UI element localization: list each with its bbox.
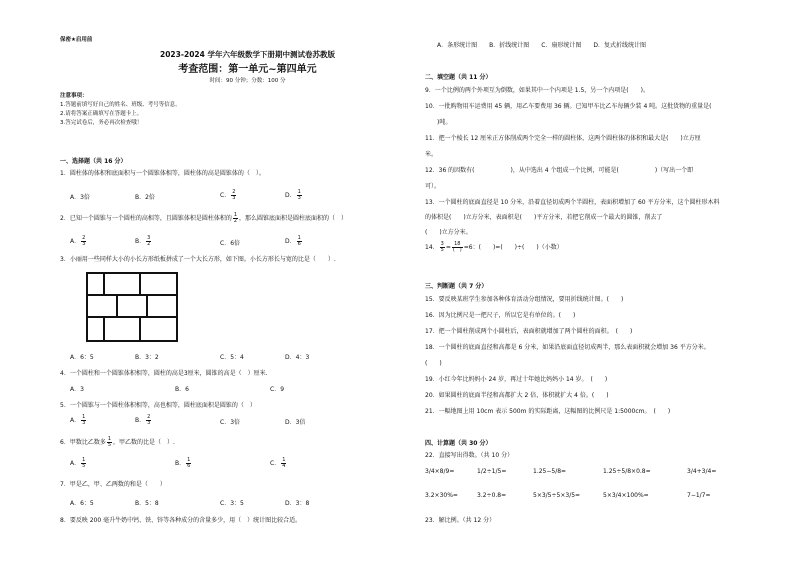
q11-text: 11．把一个棱长 12 厘米正方体削成两个完全一样的圆柱体，这两个圆柱体的体积和最大是( )立方厘 (425, 135, 701, 142)
calc-1-4: 1.25÷5/8×0.8= (603, 468, 651, 475)
q2-option-b[interactable] (135, 236, 152, 247)
q5-b-fraction (146, 415, 151, 426)
q6-a-fraction (81, 458, 86, 469)
q3-text: 3．小丽用一些同样大小的小长方形纸板拼成了一个大长方形，如下图。小长方形长与宽的比是（ ）. (60, 256, 336, 263)
q6-c-den: 4 (282, 463, 286, 469)
q13-text: 13．一个圆柱的底面直径是 10 分米，沿着直径切成两个半圆柱，表面积增加了 60 平方分米，这个圆柱形木料 (425, 199, 720, 206)
section3-title: 三、判断题（共 7 分） (425, 283, 488, 290)
q5-text: 5．一个圆锥与一个圆柱体积相等，高也相等，圆柱底面积是圆锥的（ ） (60, 402, 256, 409)
q4-text: 4．一个圆柱和一个圆锥体积相等，圆柱的高是3厘米，圆锥的高是（ ）厘米. (60, 370, 268, 377)
calc-1-5: 3/4+3/4= (687, 468, 717, 475)
tile (140, 317, 177, 341)
q18-text: 18．一个圆柱的底面直径和高都是 6 分米，如果沿底面直径切成两半，那么表面积就会增加 36 平方分米。 (425, 344, 710, 351)
q2-a-prefix: A． (70, 238, 81, 245)
tile (104, 273, 140, 295)
q3-option-d[interactable]: D．4：3 (285, 354, 310, 361)
tile (104, 317, 140, 341)
q5-option-c[interactable]: C．3倍 (220, 419, 241, 426)
q18-text-cont: ( ) (425, 360, 442, 367)
q5-option-a[interactable] (70, 415, 87, 426)
note-3: 3.答完试卷后，务必再次检查哦！ (60, 120, 143, 126)
section4-title: 四、计算题（共 30 分） (425, 440, 492, 447)
q3-option-a[interactable]: A．6：5 (70, 354, 94, 361)
q1-c-den: 3 (232, 195, 236, 201)
q2-a-num: 2 (82, 235, 86, 241)
q2-frac-den: 2 (233, 218, 238, 224)
q6-c-prefix: C． (270, 460, 281, 467)
q2-text-b: ，那么圆锥底面积是圆柱底面积的（ ） (239, 215, 348, 222)
q6-option-c[interactable] (270, 458, 287, 469)
q14-a-den: 5 (440, 247, 444, 253)
secret-mark: 保密★启用前 (60, 37, 93, 43)
q1-d-den: 3 (297, 195, 301, 201)
q6-option-b[interactable] (175, 458, 192, 469)
tile (140, 273, 177, 295)
tile (87, 295, 117, 317)
q8-text: 8．要反映 200 毫升牛奶中钙、铁、锌等各种成分的含量多少，用（ ）统计图比较合适。 (60, 517, 302, 524)
q12-text: 12．36 的因数有( )，从中选出 4 个组成一个比例，可能是( )（写出一个即 (425, 167, 694, 174)
q14-b-den: ( ) (452, 247, 462, 253)
q23-text: 23．解比例。（共 12 分） (425, 517, 496, 524)
q6-b-num: 1 (187, 457, 191, 463)
q2-fraction (233, 213, 238, 224)
q7-option-a[interactable]: A．6：5 (70, 500, 94, 507)
q21-text: 21．一幅地图上用 10cm 表示 500m 的实际距离，这幅图的比例尺是 1:5000cm。 ( ) (425, 408, 671, 415)
q4-option-b[interactable]: B．6 (175, 386, 189, 393)
q1-d-prefix: D． (285, 192, 296, 199)
q6-frac-num: 1 (107, 436, 112, 442)
q14-fraction-a (440, 242, 445, 253)
q1-c-prefix: C． (220, 192, 231, 199)
left-column (60, 0, 405, 562)
q6-option-a[interactable] (70, 458, 87, 469)
q14-a-num: 3 (440, 241, 444, 247)
calc-2-4: 5×3/4×100%= (603, 492, 649, 499)
q14-b-num: 18 (452, 242, 463, 248)
q13-text-cont2: ( )立方分米。 (425, 229, 472, 236)
q6-b-prefix: B． (175, 460, 186, 467)
q7-text: 7．甲是乙，甲、乙两数的和是（ ） (60, 481, 166, 488)
q2-b-num: 3 (147, 235, 151, 241)
q6-text-a: 6．甲数比乙数多 (60, 439, 106, 446)
q2-d-num: 1 (297, 235, 301, 241)
q4-option-c[interactable]: C．9 (270, 386, 285, 393)
q15-text: 15．要反映某班学生参加各种体育活动分组情况，要用折线统计图。( ) (425, 296, 624, 303)
q1-d-fraction (297, 190, 302, 201)
q2-frac-num: 1 (233, 212, 238, 218)
q6-c-fraction (281, 458, 286, 469)
exam-time: 时间：90 分钟；分数：100 分 (209, 78, 286, 84)
q1-c-fraction (231, 190, 236, 201)
calc-1-1: 3/4×8/9= (425, 468, 455, 475)
calc-1-2: 1/2÷1/5= (477, 468, 507, 475)
q7-option-d[interactable]: D．3：8 (285, 500, 310, 507)
q2-option-a[interactable] (70, 236, 87, 247)
calc-2-3: 5×3/5÷5×3/5= (533, 492, 581, 499)
q6-fraction (107, 437, 112, 448)
q14-rest: =6：( )=( )÷( )（小数） (463, 244, 563, 251)
q1-option-a[interactable]: A．3倍 (70, 194, 90, 201)
q2-text (60, 213, 347, 224)
q17-text: 17．把一个圆柱削成两个小圆柱后，表面积就增加了两个圆柱的面积。 ( ) (425, 328, 633, 335)
q6-frac-den: 5 (107, 442, 112, 448)
calc-2-2: 3.2÷0.8= (477, 492, 507, 499)
note-1: 1.答题前填写好自己的姓名、班级、考号等信息。 (60, 102, 181, 108)
q7-option-b[interactable]: B．5：8 (135, 500, 159, 507)
q2-option-c[interactable]: C．6倍 (220, 240, 241, 247)
tile (117, 295, 147, 317)
section2-title: 二、填空题（共 11 分） (425, 74, 492, 81)
q2-d-den: 6 (297, 241, 301, 247)
q5-option-d[interactable]: D．3倍 (285, 419, 306, 426)
calc-1-3: 1.25−5/8= (533, 468, 567, 475)
q3-option-c[interactable]: C．5：4 (220, 354, 244, 361)
q2-d-fraction (297, 236, 302, 247)
q5-b-num: 2 (147, 414, 151, 420)
q13-text-cont: 的体积是( )立方分米，表面积是( )平方分米，若把它削成一个最大的圆锥，削去了 (425, 214, 663, 221)
q2-a-den: 3 (82, 241, 86, 247)
q7-option-c[interactable]: C．3：5 (220, 500, 244, 507)
tile (87, 273, 104, 295)
rectangle-tiling-figure (86, 272, 178, 342)
q2-b-fraction (146, 236, 151, 247)
q14-prefix: 14． (425, 244, 439, 251)
q6-b-den: 6 (187, 463, 191, 469)
q2-text-a: 2．已知一个圆锥与一个圆柱的高相等，且圆锥体积是圆柱体积的 (60, 215, 232, 222)
note-2: 2.请将答案正确填写在答题卡上。 (60, 111, 143, 117)
q6-a-prefix: A． (70, 460, 81, 467)
q14-fraction-b (452, 242, 463, 253)
q5-a-fraction (81, 415, 86, 426)
right-column (425, 0, 770, 562)
q14-eq: = (445, 244, 451, 251)
q5-b-den: 3 (147, 420, 151, 426)
q2-d-prefix: D． (285, 238, 296, 245)
q6-b-fraction (186, 458, 191, 469)
q5-b-prefix: B． (135, 417, 146, 424)
tile (87, 317, 104, 341)
q3-option-b[interactable]: B．3：2 (135, 354, 159, 361)
tile (147, 295, 177, 317)
q1-option-c[interactable] (220, 190, 237, 201)
q6-text-b: ，甲乙数的比是（ ）. (113, 439, 175, 446)
q5-option-b[interactable] (135, 415, 152, 426)
q1-option-b[interactable]: B．2倍 (135, 194, 155, 201)
q6-text (60, 437, 175, 448)
exam-scope: 考查范围：第一单元~第四单元 (178, 64, 317, 75)
q14-text (425, 242, 563, 253)
q10-text-cont: )吨。 (425, 119, 452, 126)
notes-title: 注意事项： (60, 93, 88, 99)
q8-options[interactable]: A．条形统计图 B．折线统计图 C．扇形统计图 D．复式折线统计图 (437, 42, 647, 49)
calc-2-5: 7−1/7= (687, 492, 711, 499)
q5-a-num: 1 (82, 414, 86, 420)
q19-text: 19．小红今年比妈妈小 24 岁，再过十年她比妈妈小 14 岁。 ( ) (425, 376, 608, 383)
q4-option-a[interactable]: A．3 (70, 386, 84, 393)
q6-a-den: 5 (82, 463, 86, 469)
q20-text: 20．如果圆柱的底面半径和高都扩大 2 倍，体积就扩大 4 倍。( ) (425, 392, 609, 399)
q2-b-den: 2 (147, 241, 151, 247)
q5-a-den: 3 (82, 420, 86, 426)
q10-text: 10．一批购物用车运费用 45 辆，用乙车要费用 36 辆。已知甲车比乙车每辆少装 4 吨。这批货物的重量是( (425, 103, 724, 110)
q12-text-cont: 可）。 (425, 183, 441, 190)
q2-option-d[interactable] (285, 236, 303, 247)
calc-2-1: 3.2×30%= (425, 492, 458, 499)
q1-option-d[interactable] (285, 190, 303, 201)
section1-title: 一、选择题（共 16 分） (60, 158, 127, 165)
q1-d-num: 1 (297, 189, 301, 195)
exam-title: 2023-2024 学年六年级数学下册期中测试卷苏教版 (160, 50, 335, 59)
q1-text: 1．圆柱体的体积和底面积与一个圆锥体相等，圆柱体的高是圆锥体的（ ）。 (60, 170, 265, 177)
q5-a-prefix: A． (70, 417, 81, 424)
q9-text: 9．一个比例的两个外项互为倒数，如果其中一个内项是 1.5，另一个内项是( )。 (425, 87, 649, 94)
q1-c-num: 2 (232, 189, 236, 195)
q2-b-prefix: B． (135, 238, 146, 245)
q16-text: 16．因为比例尺是一把尺子，所以它是有单位的。( ) (425, 312, 576, 319)
q11-text-cont: 米。 (425, 151, 438, 158)
q6-a-num: 1 (82, 457, 86, 463)
q22-text: 22．直接写出得数。（共 10 分） (425, 452, 514, 459)
q2-a-fraction (81, 236, 86, 247)
q6-c-num: 1 (282, 457, 286, 463)
